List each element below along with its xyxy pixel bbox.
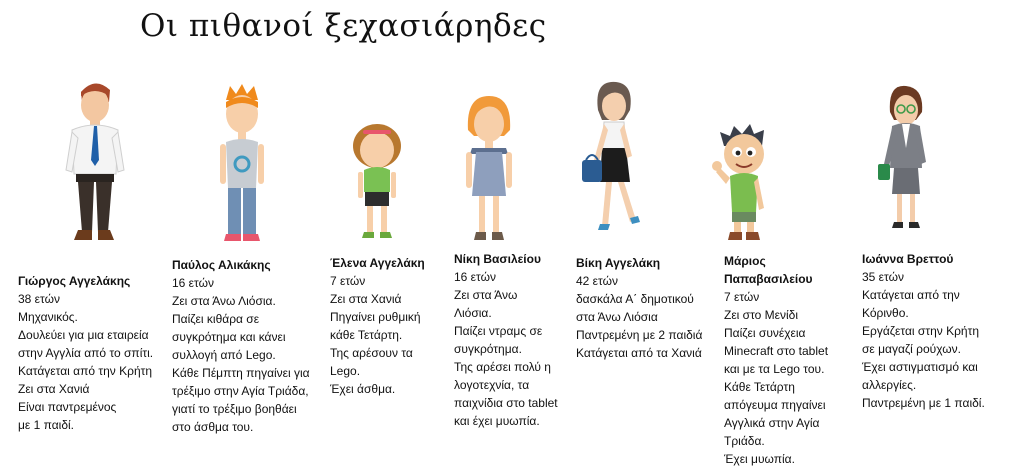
page-title: Οι πιθανοί ξεχασιάρηδες	[140, 8, 547, 44]
person-card-niki	[454, 250, 558, 430]
person-detail: Της αρέσει πολύ η	[454, 360, 551, 374]
person-detail: Έχει άσθμα.	[330, 382, 396, 396]
person-detail: 35 ετών	[862, 270, 904, 284]
person-name: Μάριος Παπαβασιλείου	[724, 254, 813, 286]
person-detail: 16 ετών	[454, 270, 496, 284]
person-detail: Κάθε Πέμπτη πηγαίνει για	[172, 366, 310, 380]
person-detail: απόγευμα πηγαίνει	[724, 398, 826, 412]
person-detail: λογοτεχνία, τα	[454, 378, 530, 392]
little-girl-icon	[350, 122, 404, 242]
person-detail: Παίζει συνέχεια	[724, 326, 806, 340]
person-detail: 42 ετών	[576, 274, 618, 288]
person-detail: Κατάγεται από τα Χανιά	[576, 346, 702, 360]
person-detail: Κατάγεται από την	[862, 288, 960, 302]
woman-with-handbag-icon	[578, 80, 648, 240]
person-detail: τρέξιμο στην Αγία Τριάδα,	[172, 384, 309, 398]
person-detail: Παίζει κιθάρα σε	[172, 312, 260, 326]
person-name: Βίκη Αγγελάκη	[576, 256, 661, 270]
person-card-viki	[576, 254, 702, 362]
person-detail: Κατάγεται από την Κρήτη	[18, 364, 153, 378]
person-detail: κάθε Τετάρτη.	[330, 328, 403, 342]
person-detail: Minecraft στο tablet	[724, 344, 829, 358]
person-detail: σε μαγαζί ρούχων.	[862, 342, 961, 356]
person-detail: Τριάδα.	[724, 434, 765, 448]
person-detail: Έχει μυωπία.	[724, 452, 795, 466]
person-detail: Lego.	[330, 364, 361, 378]
person-detail: Της αρέσουν τα	[330, 346, 413, 360]
person-detail: Ζει στα Άνω Λιόσια.	[172, 294, 276, 308]
person-detail: Εργάζεται στην Κρήτη	[862, 324, 979, 338]
person-detail: 7 ετών	[724, 290, 760, 304]
person-detail: στο άσθμα του.	[172, 420, 254, 434]
teen-girl-icon	[464, 96, 514, 244]
person-detail: γιατί το τρέξιμο βοηθάει	[172, 402, 297, 416]
person-detail: συλλογή από Lego.	[172, 348, 276, 362]
person-detail: Λιόσια.	[454, 306, 492, 320]
person-name: Έλενα Αγγελάκη	[330, 256, 425, 270]
person-detail: δασκάλα Α΄ δημοτικού	[576, 292, 694, 306]
person-detail: με 1 παιδί.	[18, 418, 74, 432]
person-detail: 16 ετών	[172, 276, 214, 290]
person-detail: Ζει στα Άνω	[454, 288, 518, 302]
person-detail: Ζει στα Χανιά	[330, 292, 402, 306]
person-detail: Δουλεύει για μια εταιρεία	[18, 328, 149, 342]
teen-boy-icon	[216, 84, 270, 244]
person-detail: και με τα Lego του.	[724, 362, 825, 376]
person-detail: Κάθε Τετάρτη	[724, 380, 795, 394]
man-in-shirt-and-tie-icon	[64, 78, 126, 244]
person-detail: παιχνίδια στο tablet	[454, 396, 558, 410]
person-detail: Μηχανικός.	[18, 310, 78, 324]
person-detail: Πηγαίνει ρυθμική	[330, 310, 421, 324]
person-name: Νίκη Βασιλείου	[454, 252, 541, 266]
person-detail: Έχει αστιγματισμό και	[862, 360, 978, 374]
person-card-marios	[724, 252, 844, 468]
person-detail: Παντρεμένη με 1 παιδί.	[862, 396, 985, 410]
person-detail: στην Αγγλία από το σπίτι.	[18, 346, 154, 360]
person-detail: Κόρινθο.	[862, 306, 909, 320]
person-detail: Ζει στα Χανιά	[18, 382, 90, 396]
person-card-giorgos	[18, 272, 153, 434]
person-detail: Παντρεμένη με 2 παιδιά	[576, 328, 703, 342]
person-name: Γιώργος Αγγελάκης	[18, 274, 131, 288]
person-card-elena	[330, 254, 425, 398]
person-name: Παύλος Αλικάκης	[172, 258, 271, 272]
person-detail: και έχει μυωπία.	[454, 414, 540, 428]
person-detail: Ζει στο Μενίδι	[724, 308, 799, 322]
person-detail: Παίζει ντραμς σε	[454, 324, 543, 338]
woman-with-glasses-icon	[872, 84, 938, 234]
person-detail: στα Άνω Λιόσια	[576, 310, 658, 324]
person-detail: συγκρότημα.	[454, 342, 522, 356]
person-detail: 38 ετών	[18, 292, 60, 306]
person-detail: 7 ετών	[330, 274, 366, 288]
person-card-pavlos	[172, 256, 310, 436]
person-detail: Είναι παντρεμένος	[18, 400, 117, 414]
boy-thumbs-up-icon	[712, 124, 776, 242]
person-detail: συγκρότημα και κάνει	[172, 330, 286, 344]
person-card-ioanna	[862, 250, 985, 412]
person-detail: αλλεργίες.	[862, 378, 917, 392]
person-name: Ιωάννα Βρεττού	[862, 252, 954, 266]
person-detail: Αγγλικά στην Αγία	[724, 416, 820, 430]
